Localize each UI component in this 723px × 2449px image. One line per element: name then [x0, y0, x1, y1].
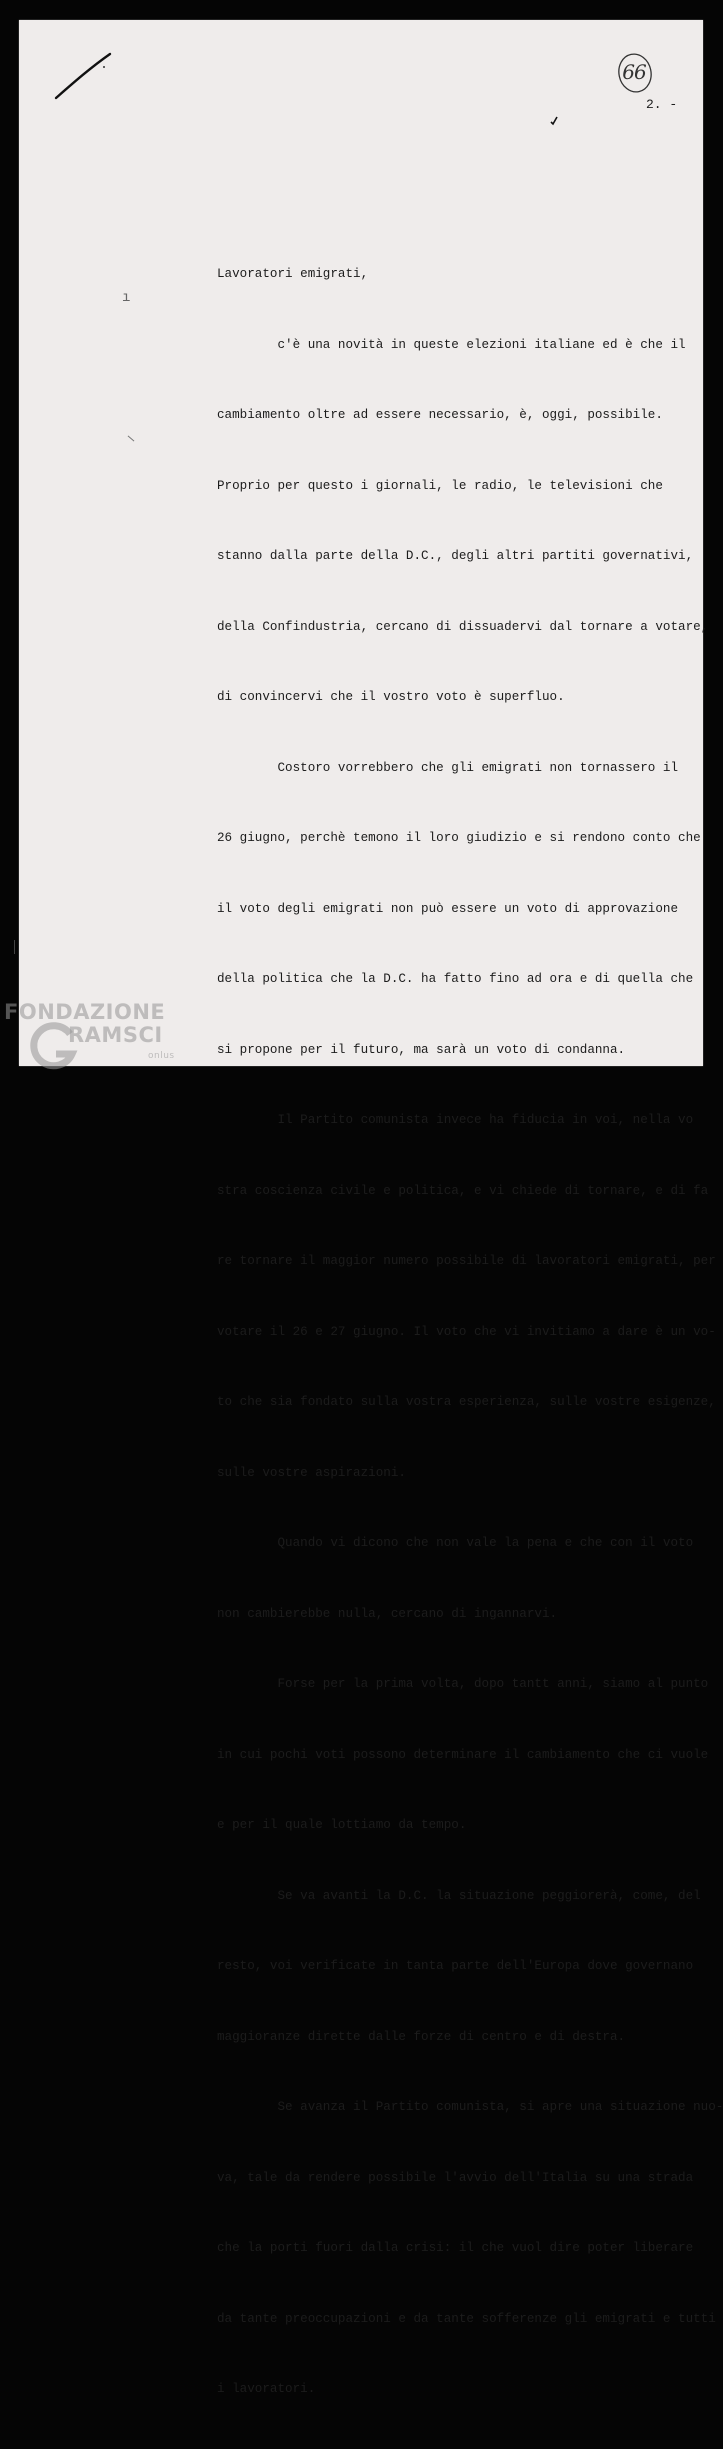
- letter-line: il voto degli emigrati non può essere un voto di approvazione: [217, 901, 679, 916]
- letter-line: e per il quale lottiamo da tempo.: [217, 1818, 467, 1832]
- letter-line: cambiamento oltre ad essere necessario, è, oggi, possibile.: [217, 408, 663, 422]
- letter-line: Il Partito comunista invece ha fiducia in voi, nella vo: [217, 1113, 694, 1127]
- letter-line: da tante preoccupazioni e da tante sofferenze gli emigrati e tutti: [217, 2311, 716, 2326]
- letter-line: c'è una novità in queste elezioni italiane ed è che il: [217, 337, 686, 352]
- letter-line: resto, voi verificate in tanta parte dell'Europa dove governano: [217, 1959, 694, 1973]
- letter-line: re tornare il maggior numero possibile di lavoratori emigrati, per: [217, 1254, 716, 1268]
- letter-line: votare il 26 e 27 giugno. Il voto che vi invitiamo a dare è un vo-: [217, 1324, 716, 1339]
- margin-pencil-mark: ı: [122, 290, 131, 306]
- letter-line: in cui pochi voti possono determinare il cambiamento che ci vuole: [217, 1747, 709, 1762]
- letter-line: Proprio per questo i giornali, le radio, le televisioni che: [217, 478, 663, 493]
- letter-line: 26 giugno, perchè temono il loro giudizio e si rendono conto che: [217, 831, 701, 845]
- letter-line: Se avanza il Partito comunista, si apre una situazione nuo-: [217, 2100, 723, 2114]
- watermark-line1: FONDAZIONE: [4, 1000, 166, 1024]
- letter-line: si propone per il futuro, ma sarà un voto di condanna.: [217, 1042, 626, 1057]
- fondazione-gramsci-watermark: [4, 1000, 184, 1076]
- folio-number: 66: [622, 60, 646, 84]
- letter-line: stra coscienza civile e politica, e vi chiede di tornare, e di fa: [217, 1183, 709, 1198]
- letter-line: della Confindustria, cercano di dissuadervi dal tornare a votare,: [217, 619, 709, 634]
- letter-line: sulle vostre aspirazioni.: [217, 1465, 406, 1480]
- folio-stamp: [615, 52, 655, 94]
- scan-edge-mark: [14, 940, 15, 954]
- letter-line: Se va avanti la D.C. la situazione peggiorerà, come, del: [217, 1888, 701, 1903]
- pen-slash-mark: [54, 52, 114, 102]
- letter-line: stanno dalla parte della D.C., degli altri partiti governativi,: [217, 549, 694, 563]
- letter-line: i lavoratori.: [217, 2382, 316, 2396]
- letter-line: Costoro vorrebbero che gli emigrati non tornassero il: [217, 760, 679, 775]
- margin-stroke: [128, 436, 135, 442]
- letter-line: che la porti fuori dalla crisi: il che vuol dire poter liberare: [217, 2241, 694, 2255]
- letter-line: di convincervi che il vostro voto è superfluo.: [217, 690, 565, 704]
- letter-line: Lavoratori emigrati,: [217, 267, 369, 281]
- letter-line: della politica che la D.C. ha fatto fino ad ora e di quella che: [217, 972, 694, 986]
- letter-line: maggioranze dirette dalle forze di centro e di destra.: [217, 2029, 626, 2044]
- tick-mark: [549, 116, 559, 126]
- document-page: [19, 20, 723, 2396]
- letter-line: va, tale da rendere possibile l'avvio dell'Italia su una strada: [217, 2170, 694, 2185]
- watermark-line2: RAMSCI: [68, 1023, 163, 1047]
- letter-body: [217, 216, 723, 2449]
- letter-line: non cambierebbe nulla, cercano di ingannarvi.: [217, 1606, 558, 1621]
- page-number: 2. -: [646, 97, 678, 112]
- letter-line: to che sia fondato sulla vostra esperienza, sulle vostre esigenze,: [217, 1395, 716, 1409]
- letter-line: Forse per la prima volta, dopo tantt anni, siamo al punto: [217, 1677, 709, 1691]
- letter-line: Quando vi dicono che non vale la pena e che con il voto: [217, 1536, 694, 1550]
- watermark-suffix: onlus: [148, 1051, 175, 1061]
